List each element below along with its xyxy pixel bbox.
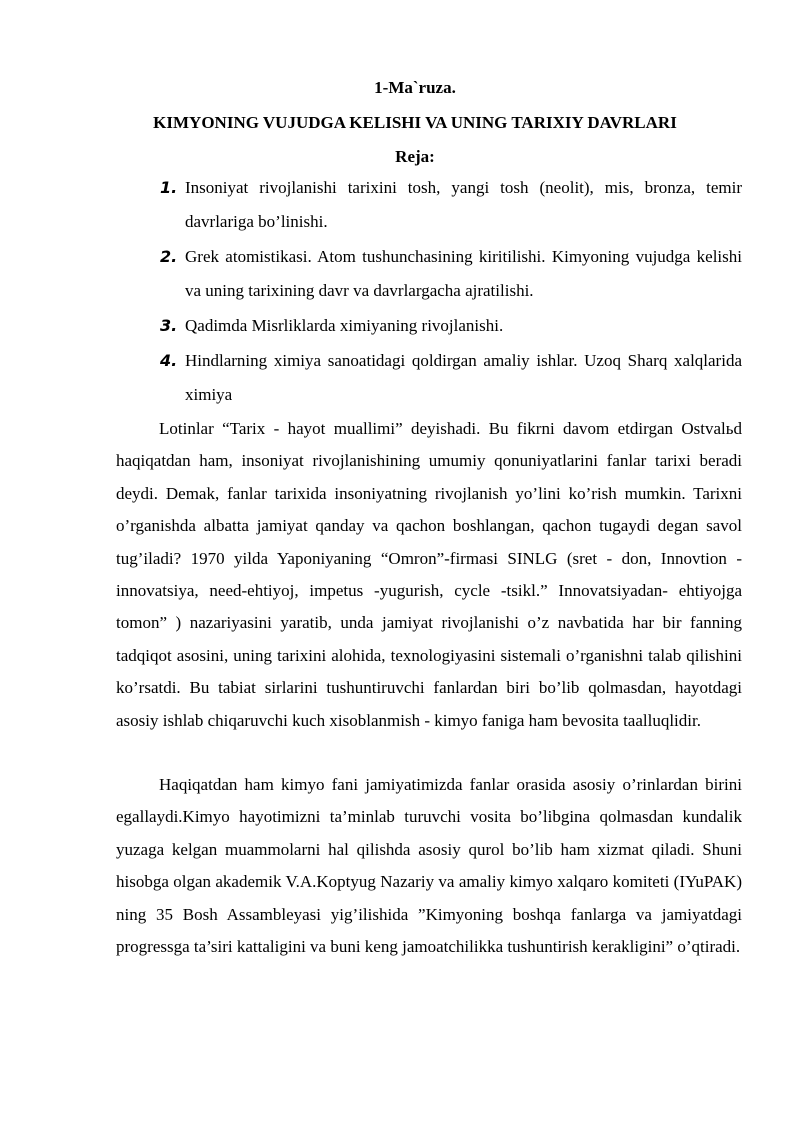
plan-item-text: Hindlarning ximiya sanoatidagi qoldirgan amaliy ishlar. Uzoq Sharq xalqlarida ximiya: [185, 351, 742, 404]
lecture-number: 1-Ma`ruza.: [374, 78, 456, 97]
plan-heading: Reja:: [395, 147, 435, 166]
plan-item-text: Qadimda Misrliklarda ximiyaning rivojlanishi.: [185, 316, 504, 335]
plan-item: [160, 344, 742, 412]
plan-item-number: 4.: [160, 351, 178, 370]
plan-item-number: 3.: [160, 316, 178, 335]
body-paragraph: Lotinlar “Tarix - hayot muallimi” deyishadi. Bu fikrni davom etdirgan Ostvalьd haqiqatdan ham, insoniyat rivojlanishining umumiy qonuniyatlarini fanlar tarixi beradi deydi. Demak, fanlar tarixida insoniyatning rivojlanish yo’lini ko’rish mumkin. Tarixni o’rganishda albatta jamiyat qanday va qachon boshlangan, qachon tugaydi degan savol tug’iladi? 1970 yilda Yaponiyaning “Omron”-firmasi SINLG (sret - don, Innovtion -innovatsiya, need-ehtiyoj, impetus -yugurish, cycle -tsikl.” Innovatsiyadan- ehtiyojga tomon” ) nazariyasini yaratib, unda jamiyat rivojlanishi o’z navbatida har bir fanning tadqiqot asosini, uning tarixini alohida, texnologiyasini sistemali o’rganishni talab qilishini ko’rsatdi. Bu tabiat sirlarini tushuntiruvchi fanlardan biri bo’lib qolmasdan, hayotdagi asosiy ishlab chiqaruvchi kuch xisoblanmish - kimyo faniga ham bevosita taalluqlidir.: [116, 419, 742, 730]
plan-item-number: 2.: [160, 247, 178, 266]
plan-item-text: Insoniyat rivojlanishi tarixini tosh, yangi tosh (neolit), mis, bronza, temir davrlariga bo’linishi.: [185, 178, 742, 231]
plan-item: [160, 171, 742, 239]
body-paragraph: Haqiqatdan ham kimyo fani jamiyatimizda fanlar orasida asosiy o’rinlardan birini egallaydi.Kimyo hayotimizni ta’minlab turuvchi vosita bo’libgina qolmasdan kundalik yuzaga kelgan muammolarni hal qilishda asosiy qurol bo’lib ham xizmat qiladi. Shuni hisobga olgan akademik V.A.Koptyug Nazariy va amaliy kimyo xalqaro komiteti (IYuPAK) ning 35 Bosh Assambleyasi yig’ilishida ”Kimyoning boshqa fanlarga va jamiyatdagi progressga ta’siri kattaligini va buni keng jamoatchilikka tushuntirish kerakligini” o’qtiradi.: [116, 775, 742, 957]
document-title: KIMYONING VUJUDGA KELISHI VA UNING TARIXIY DAVRLARI: [153, 113, 677, 132]
plan-item-text: Grek atomistikasi. Atom tushunchasining kiritilishi. Kimyoning vujudga kelishi va uning tarixining davr va davrlargacha ajratilishi.: [185, 247, 742, 300]
plan-item: [160, 309, 742, 343]
plan-item: [160, 240, 742, 308]
plan-item-number: 1.: [160, 178, 178, 197]
